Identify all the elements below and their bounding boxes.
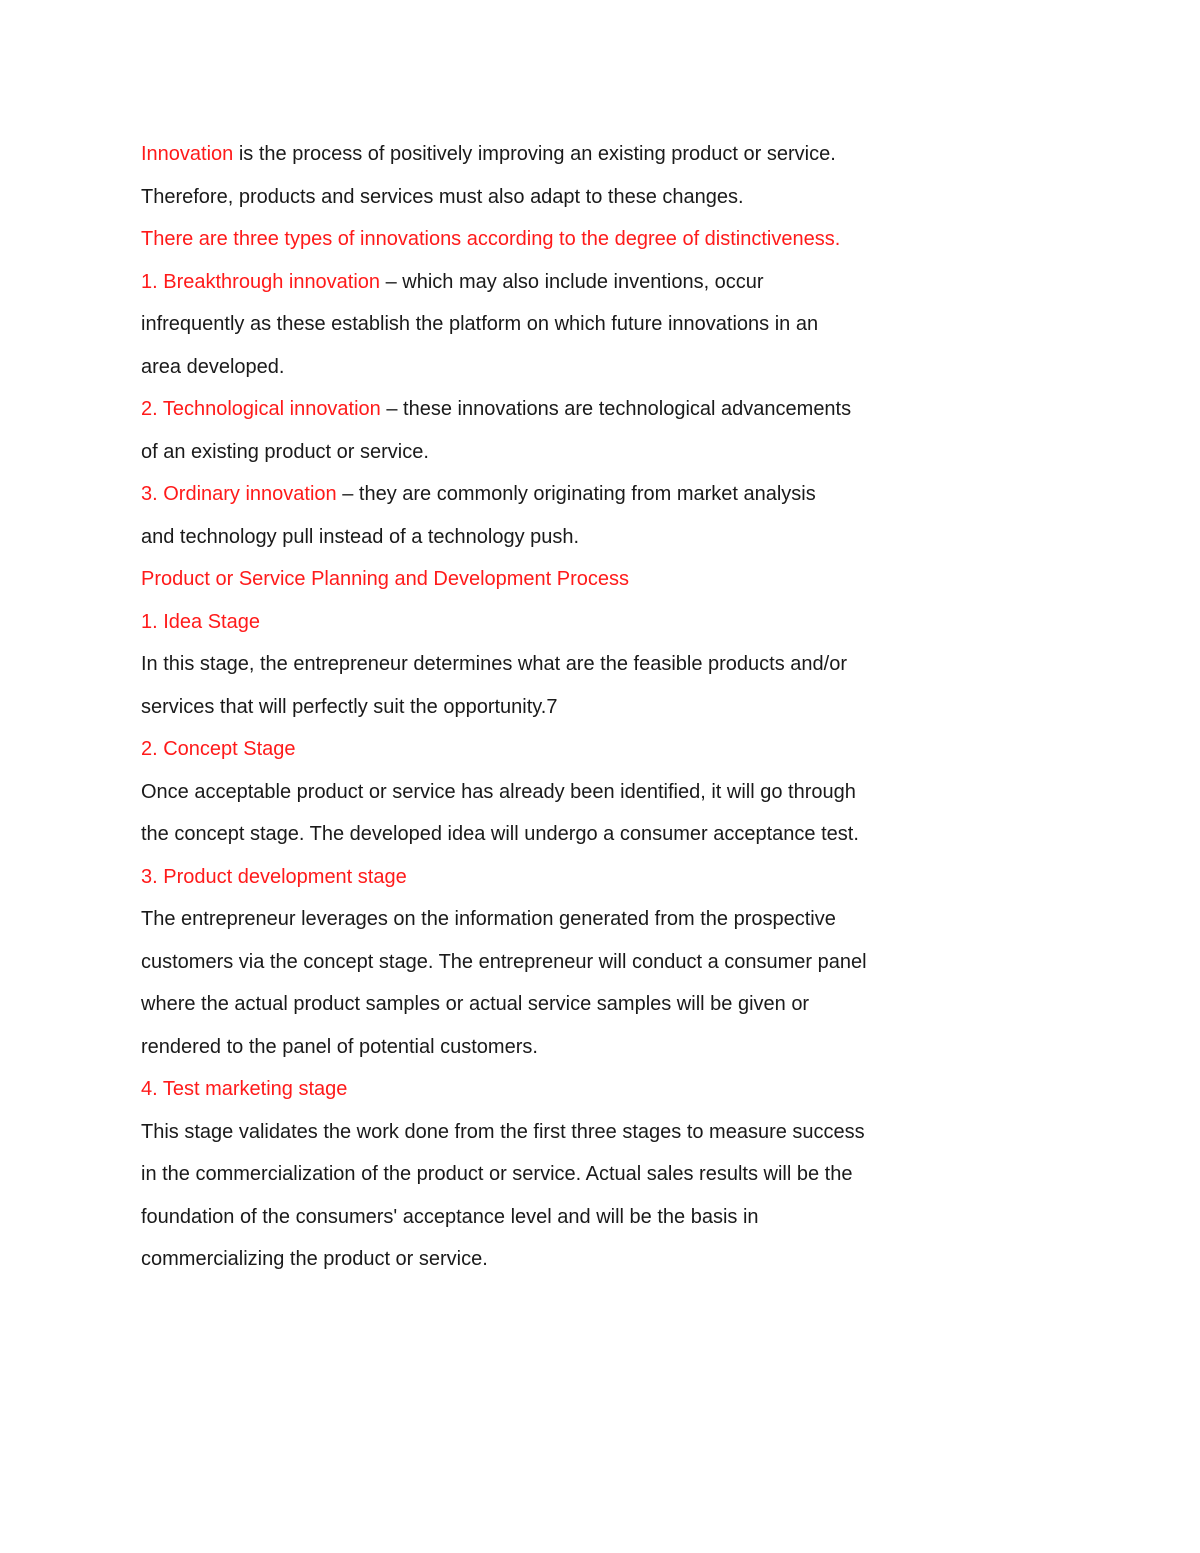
stage-2-title: 2. Concept Stage xyxy=(141,738,296,760)
intro-line-2: Therefore, products and services must also adapt to these changes. xyxy=(141,185,744,208)
type-3-line-2: and technology pull instead of a technology push. xyxy=(141,525,580,548)
stage-1-line-2: services that will perfectly suit the opportunity.7 xyxy=(141,695,558,718)
stage-2-line-2: the concept stage. The developed idea will undergo a consumer acceptance test. xyxy=(141,823,859,845)
type-1-desc: – which may also include inventions, occur xyxy=(380,270,764,293)
stage-3-line-2: customers via the concept stage. The entrepreneur will conduct a consumer panel xyxy=(141,950,867,973)
stage-2-line-1: Once acceptable product or service has already been identified, it will go through xyxy=(141,780,856,803)
type-1-line-3: area developed. xyxy=(141,355,285,378)
stage-4-line-2: in the commercialization of the product or service. Actual sales results will be the xyxy=(141,1163,853,1185)
stage-4-line-4: commercializing the product or service. xyxy=(141,1248,488,1270)
type-1-label: 1. Breakthrough innovation xyxy=(141,270,381,293)
type-2-desc: – these innovations are technological advancements xyxy=(380,398,852,420)
type-3-label: 3. Ordinary innovation xyxy=(141,483,337,505)
type-1-line-2: infrequently as these establish the platform on which future innovations in an xyxy=(141,313,819,335)
stage-1-line-1: In this stage, the entrepreneur determines what are the feasible products and/or xyxy=(141,653,847,675)
stage-4-title: 4. Test marketing stage xyxy=(141,1078,348,1100)
stage-3-title: 3. Product development stage xyxy=(141,865,407,888)
intro-definition: is the process of positively improving an existing product or service. xyxy=(233,143,836,165)
document-page xyxy=(141,133,941,1281)
process-heading: Product or Service Planning and Development Process xyxy=(141,568,630,590)
stage-1-title: 1. Idea Stage xyxy=(141,610,260,633)
stage-3-line-4: rendered to the panel of potential customers. xyxy=(141,1035,538,1058)
type-1-line-1 xyxy=(141,261,941,304)
intro-line-1 xyxy=(141,133,941,176)
type-3-line-1 xyxy=(141,473,941,516)
type-2-line-2: of an existing product or service. xyxy=(141,440,429,463)
type-2-line-1 xyxy=(141,388,941,431)
stage-3-line-1: The entrepreneur leverages on the information generated from the prospective xyxy=(141,908,836,930)
type-3-desc: – they are commonly originating from market analysis xyxy=(336,483,816,505)
stage-4-line-3: foundation of the consumers' acceptance level and will be the basis in xyxy=(141,1205,759,1228)
type-2-label: 2. Technological innovation xyxy=(141,398,381,420)
stage-3-line-3: where the actual product samples or actual service samples will be given or xyxy=(141,993,810,1015)
intro-term: Innovation xyxy=(141,143,234,165)
types-heading: There are three types of innovations according to the degree of distinctiveness. xyxy=(141,228,841,250)
stage-4-line-1: This stage validates the work done from the first three stages to measure success xyxy=(141,1120,865,1143)
